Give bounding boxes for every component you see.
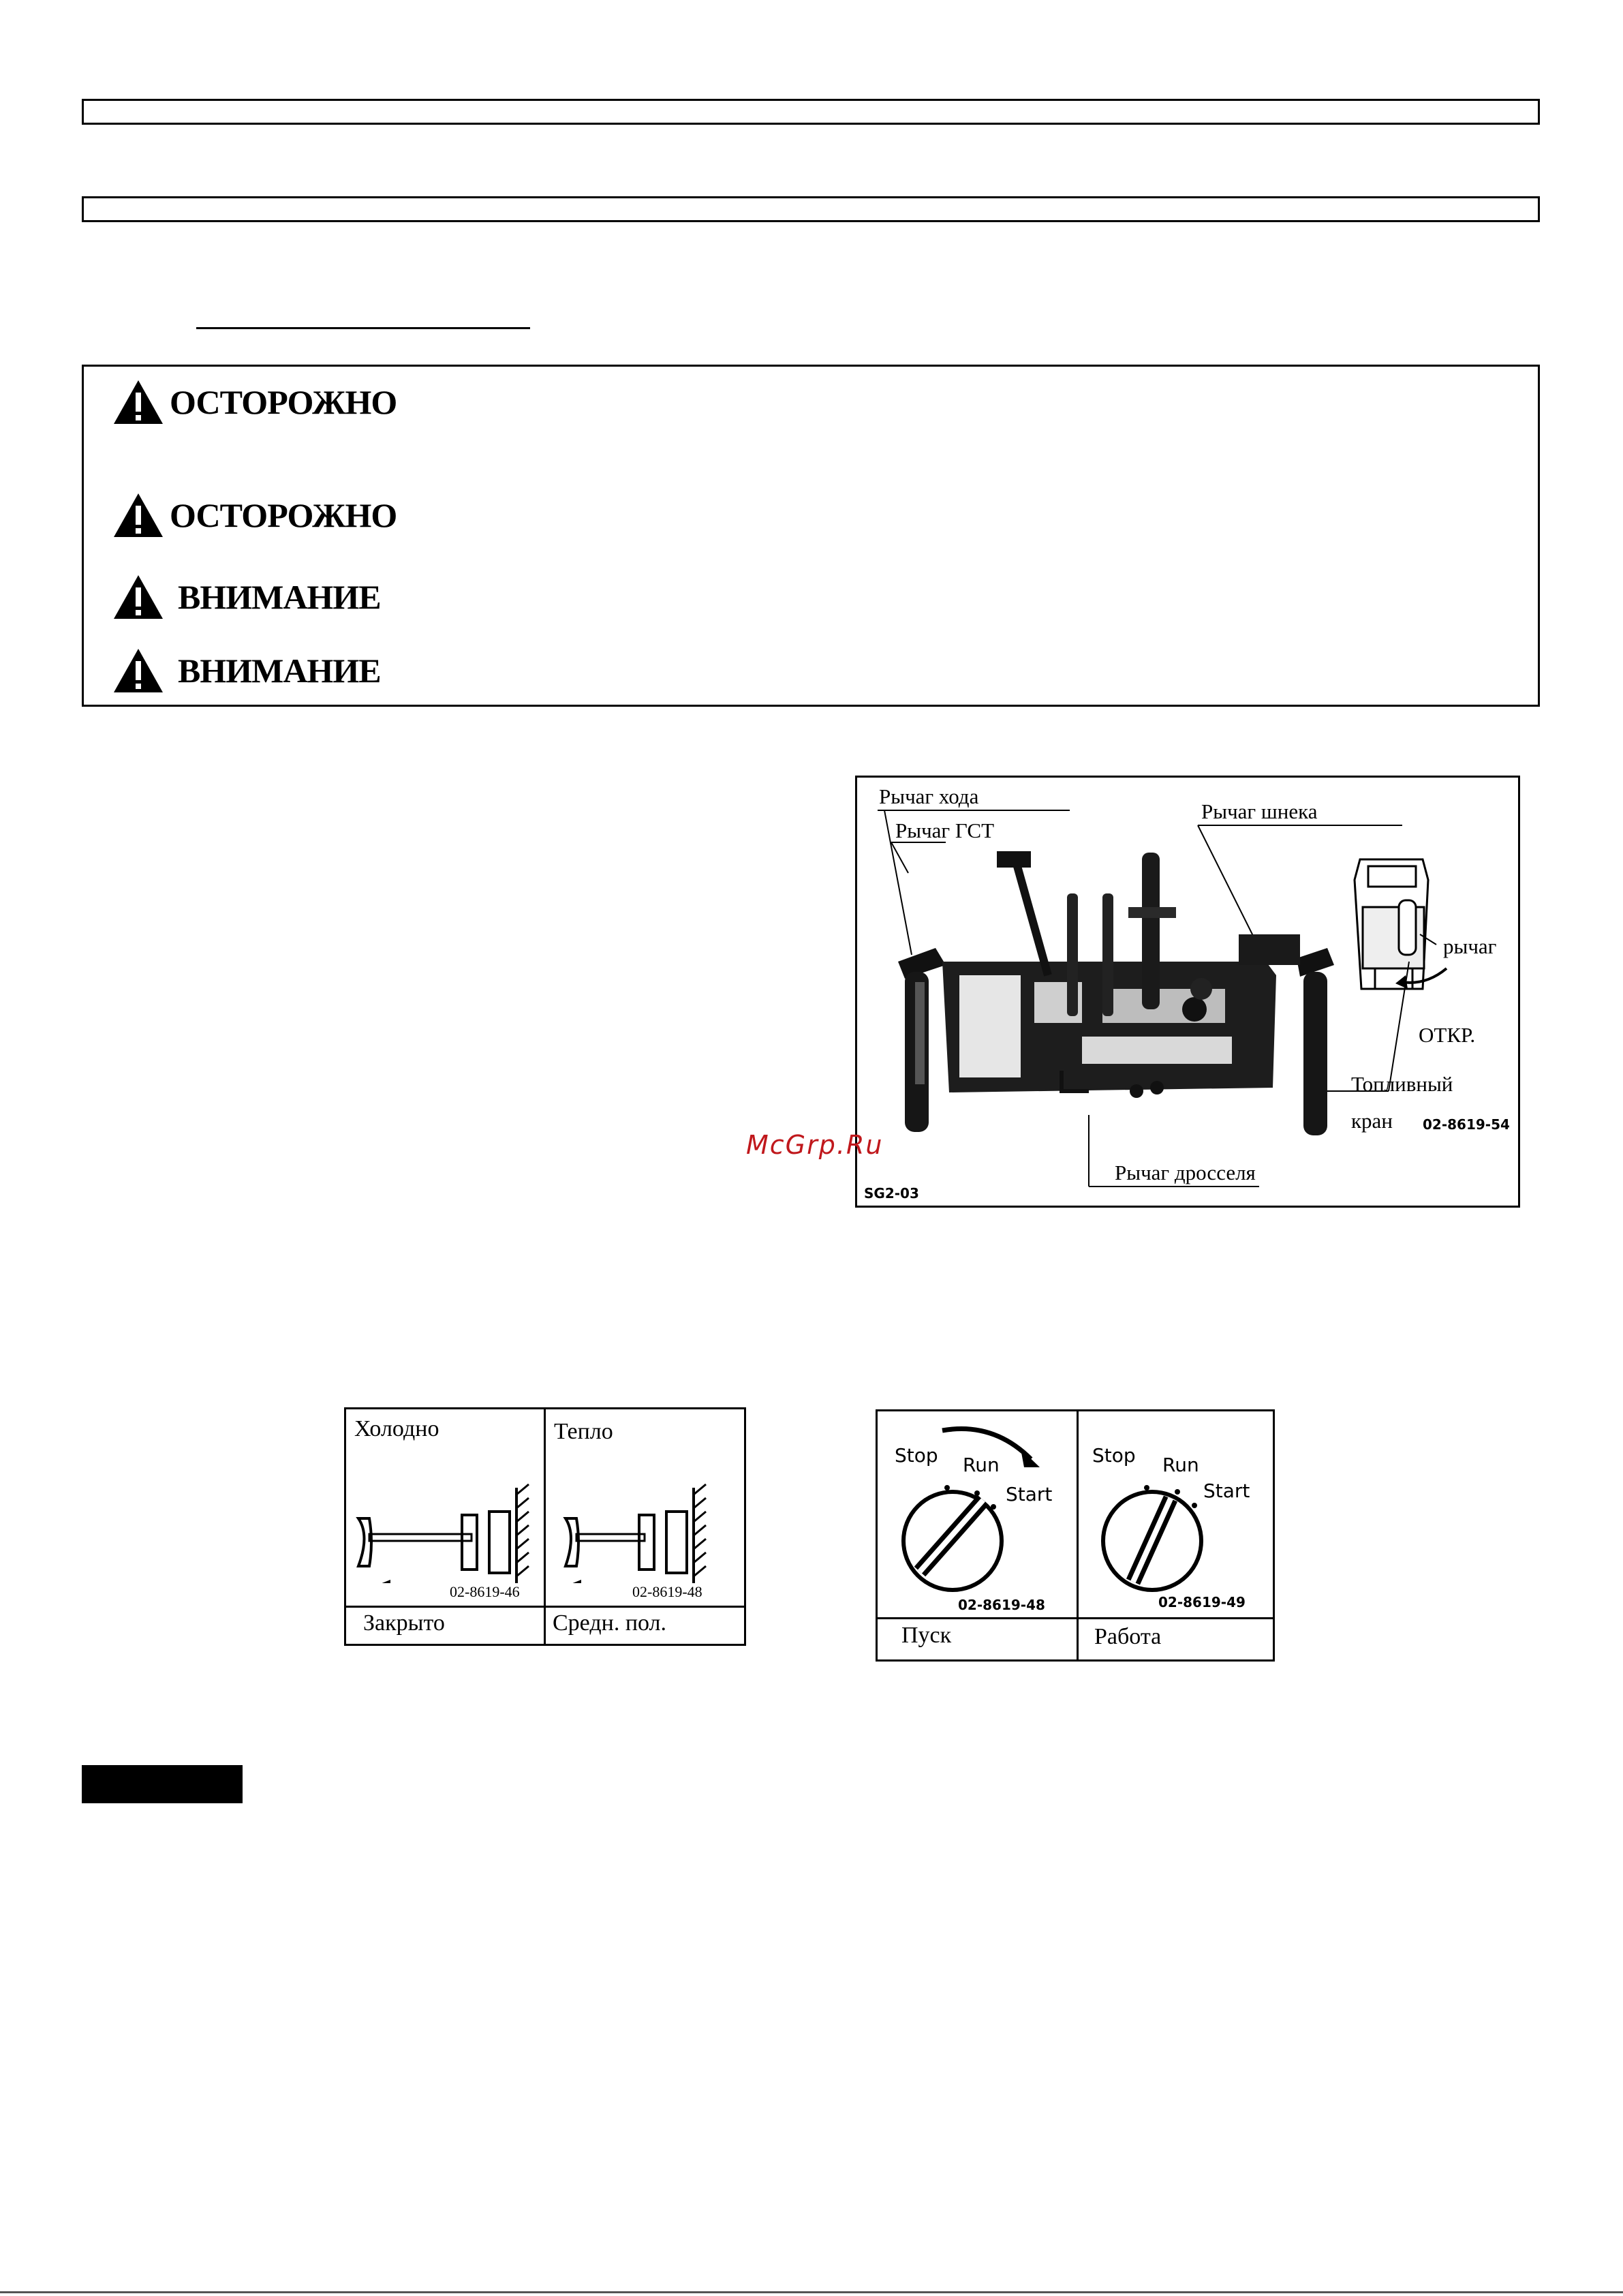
warning-label: ВНИМАНИЕ <box>178 578 381 616</box>
footer-line <box>0 2291 1623 2293</box>
warning-4 <box>111 646 381 695</box>
key-code-1: 02-8619-48 <box>958 1597 1045 1613</box>
choke-caption-closed: Закрыто <box>363 1610 445 1636</box>
key-switch-figure <box>876 1409 1275 1662</box>
warning-triangle-icon <box>111 491 166 540</box>
warning-triangle-icon <box>111 572 166 622</box>
warning-1 <box>111 378 397 427</box>
label-travel-lever: Рычаг хода <box>879 784 979 808</box>
key-caption-start: Пуск <box>901 1623 952 1648</box>
warning-label: ВНИМАНИЕ <box>178 652 381 690</box>
key-caption-line <box>878 1617 1273 1619</box>
section-underline <box>196 327 530 329</box>
label-throttle-lever: Рычаг дросселя <box>1115 1161 1256 1184</box>
warning-label: ОСТОРОЖНО <box>170 496 397 534</box>
warning-triangle-icon <box>111 646 166 695</box>
header-box-second <box>82 196 1540 222</box>
choke-caption-mid: Средн. пол. <box>553 1610 667 1636</box>
choke-figure <box>344 1407 746 1646</box>
warning-label: ОСТОРОЖНО <box>170 383 397 421</box>
key-stop-1: Stop <box>895 1444 938 1467</box>
warnings-box <box>82 365 1540 707</box>
warning-3 <box>111 572 381 622</box>
warning-2 <box>111 491 397 540</box>
key-switch-illustration <box>878 1411 1273 1616</box>
key-run-1: Run <box>963 1454 1000 1476</box>
key-caption-run: Работа <box>1094 1624 1162 1649</box>
choke-title-warm: Тепло <box>554 1419 613 1444</box>
label-open: ОТКР. <box>1419 1023 1476 1047</box>
label-fuel-valve-1: Топливный <box>1351 1072 1453 1096</box>
key-start-2: Start <box>1203 1480 1250 1502</box>
choke-caption-line <box>346 1606 744 1608</box>
section-marker-bar <box>82 1765 243 1803</box>
key-stop-2: Stop <box>1092 1444 1136 1467</box>
label-hst-lever: Рычаг ГСТ <box>895 818 995 842</box>
key-run-2: Run <box>1162 1454 1199 1476</box>
choke-illustration <box>346 1447 744 1583</box>
valve-code: 02-8619-54 <box>1423 1116 1510 1133</box>
watermark: McGrp.Ru <box>746 1130 884 1160</box>
control-panel-figure <box>855 776 1520 1208</box>
figure-id: SG2-03 <box>864 1185 919 1201</box>
key-code-2: 02-8619-49 <box>1158 1594 1246 1610</box>
key-start-1: Start <box>1006 1483 1053 1505</box>
label-lever: рычаг <box>1443 934 1497 958</box>
label-auger-lever: Рычаг шнека <box>1201 799 1318 823</box>
choke-title-cold: Холодно <box>354 1416 439 1441</box>
choke-code-warm: 02-8619-48 <box>632 1583 702 1600</box>
label-fuel-valve-2: кран <box>1351 1109 1393 1133</box>
warning-triangle-icon <box>111 378 166 427</box>
header-box-top <box>82 99 1540 125</box>
choke-code-cold: 02-8619-46 <box>450 1583 520 1600</box>
